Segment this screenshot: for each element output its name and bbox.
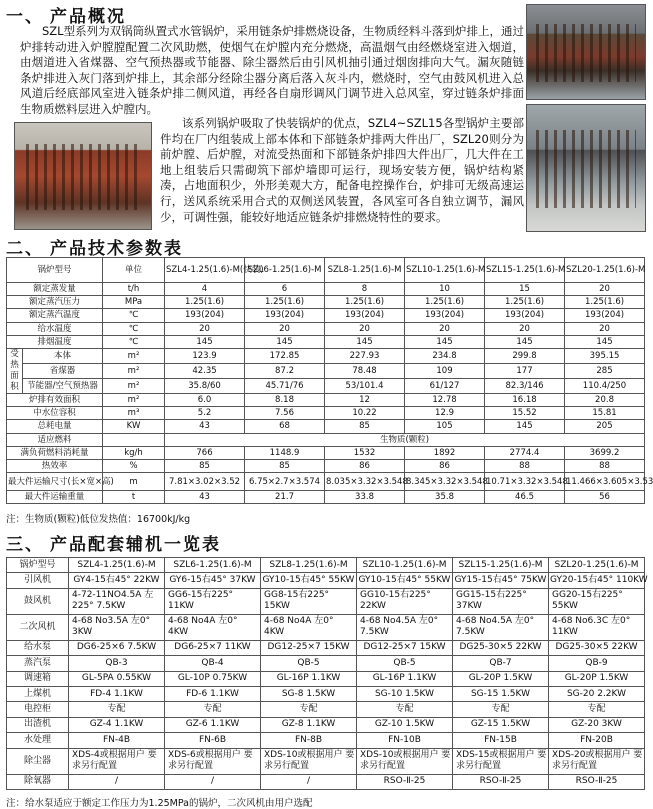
value-cell: 1892 — [405, 446, 485, 459]
value-cell: GY15-15右45° 75KW — [453, 573, 549, 588]
value-cell: QB-3 — [69, 656, 165, 671]
unit-cell: m³ — [103, 407, 165, 420]
value-cell: FN-4B — [69, 733, 165, 748]
value-cell: SG-20 2.2KW — [549, 686, 645, 701]
value-cell: GZ-4 1.1KW — [69, 717, 165, 732]
value-cell: 145 — [325, 335, 405, 348]
value-cell: / — [69, 774, 165, 789]
value-cell: QB-5 — [261, 656, 357, 671]
unit-cell: m² — [103, 348, 165, 363]
value-cell: 8.18 — [245, 393, 325, 406]
value-cell: 193(204) — [165, 309, 245, 322]
value-cell: 专配 — [549, 702, 645, 717]
auxiliary-note: 注：给水泵适应于额定工作压力为1.25MPa的锅炉，二次风机由用户选配 — [6, 798, 313, 809]
table-row — [7, 473, 645, 491]
value-cell: 4-68 No4A 左0° 4KW — [261, 614, 357, 640]
unit-cell: m — [103, 473, 165, 491]
value-cell: 109 — [405, 363, 485, 378]
table-row — [7, 717, 645, 732]
overview-paragraph-2: 该系列锅炉吸取了快装锅炉的优点，SZL4~SZL15各型锅炉主要部件均在厂内组装成上部本体和下部链条炉排两大件出厂，SZL20则分为前炉膛、后炉膛，对流受热面和下部链条炉排四大件出厂，几大件在工地上组装后只需砌筑下部炉墙即可运行，现场安装方便，锅炉结构紧凑，占地面积少，外形美观大方，配备电控操作台，炉排可无级高速运行，送风系统采用合式的双侧送风装置，各风室可各自独立调节，漏风少，可调性强，能较好地适应链条炉排燃烧特性的要求。 — [160, 116, 524, 224]
value-cell: 12 — [325, 393, 405, 406]
value-cell: 6.75×2.7×3.574 — [245, 473, 325, 491]
value-cell: 4-68 No3.5A 左0° 3KW — [69, 614, 165, 640]
header-cell: SZL4-1.25(1.6)-M — [69, 558, 165, 573]
unit-cell: % — [103, 459, 165, 472]
value-cell: 10.71×3.32×3.548 — [485, 473, 565, 491]
section2-title: 产品技术参数表 — [50, 239, 183, 259]
value-cell: GZ-15 1.5KW — [453, 717, 549, 732]
value-cell: GZ-20 3KW — [549, 717, 645, 732]
row-label: 除氧器 — [7, 774, 69, 789]
value-cell: 4-68 No4.5A 左0° 7.5KW — [453, 614, 549, 640]
table-row — [7, 433, 645, 446]
value-cell: GG20-15右225° 55KW — [549, 588, 645, 614]
value-cell: FN-20B — [549, 733, 645, 748]
value-cell: 56 — [565, 491, 645, 504]
value-cell: GG6-15右225° 11KW — [165, 588, 261, 614]
section3-heading — [6, 530, 221, 555]
value-cell: DG6-25×7 11KW — [165, 640, 261, 655]
value-cell: XDS-6或根据用户 要求另行配置 — [165, 748, 261, 774]
table-row — [7, 491, 645, 504]
header-cell: SZL6-1.25(1.6)-M — [245, 258, 325, 283]
table-row — [7, 393, 645, 406]
value-cell: DG25-30×5 22KW — [453, 640, 549, 655]
row-label: 热效率 — [7, 459, 103, 472]
value-cell: GY4-15右45° 22KW — [69, 573, 165, 588]
value-cell: 234.8 — [405, 348, 485, 363]
row-label: 给水温度 — [7, 322, 103, 335]
value-cell: 85 — [245, 459, 325, 472]
value-cell: / — [261, 774, 357, 789]
value-cell: 12.9 — [405, 407, 485, 420]
value-cell: 105 — [405, 420, 485, 433]
value-cell: 12.78 — [405, 393, 485, 406]
value-cell: 1.25(1.6) — [485, 296, 565, 309]
value-cell: 21.7 — [245, 491, 325, 504]
table-row — [7, 702, 645, 717]
value-cell: 1.25(1.6) — [245, 296, 325, 309]
value-cell: 395.15 — [565, 348, 645, 363]
value-cell: 专配 — [165, 702, 261, 717]
value-cell: 15 — [485, 283, 565, 296]
header-cell: SZL10-1.25(1.6)-M — [357, 558, 453, 573]
table-row — [7, 378, 645, 393]
table-row — [7, 363, 645, 378]
value-cell: 85 — [165, 459, 245, 472]
table-row — [7, 296, 645, 309]
value-cell: 35.8/60 — [165, 378, 245, 393]
value-cell: 4-68 No6.3C 左0° 11KW — [549, 614, 645, 640]
unit-cell: t/h — [103, 283, 165, 296]
value-cell: FN-15B — [453, 733, 549, 748]
table-row — [7, 459, 645, 472]
row-label: 额定蒸发量 — [7, 283, 103, 296]
table-row — [7, 614, 645, 640]
value-cell: 35.8 — [405, 491, 485, 504]
value-cell: XDS-4或根据用户 要求另行配置 — [69, 748, 165, 774]
unit-cell: ℃ — [103, 335, 165, 348]
row-label: 水处理 — [7, 733, 69, 748]
value-cell: 193(204) — [245, 309, 325, 322]
value-cell: XDS-20或根据用户 要求另行配置 — [549, 748, 645, 774]
value-cell: 6.0 — [165, 393, 245, 406]
row-label: 引风机 — [7, 573, 69, 588]
value-cell: 16.18 — [485, 393, 565, 406]
value-cell: QB-4 — [165, 656, 261, 671]
overview-paragraph-1: SZL型系列为双锅筒纵置式水管锅炉，采用链条炉排燃烧设备，生物质经料斗落到炉排上，通过炉排转动进入炉膛膛配置二次风助燃，使烟气在炉膛内充分燃烧，高温烟气由经燃烧室进入烟道，由烟道进入省煤器、空气预热器或节能器、除尘器然后由引风机抽引通过烟囱排向大气。漏灰随链条炉排进入灰门落到炉排上，其余部分经除尘器分离后落入灰斗内，燃烧时，空气由鼓风机进入总风道后经底部风室进入链条炉排二侧风道，再经各自扇形调风门调节进入总风室，穿过链条炉排面生物质燃料层进入炉膛内。 — [20, 24, 524, 116]
value-cell: 11.466×3.605×3.53 — [565, 473, 645, 491]
row-label: 中水位容积 — [7, 407, 103, 420]
row-label: 调速箱 — [7, 671, 69, 686]
value-cell: GL-20P 1.5KW — [453, 671, 549, 686]
value-cell: SG-10 1.5KW — [357, 686, 453, 701]
header-cell: 单位 — [103, 258, 165, 283]
unit-cell: t — [103, 491, 165, 504]
value-cell: 61/127 — [405, 378, 485, 393]
value-cell: 4-68 No4.5A 左0° 7.5KW — [357, 614, 453, 640]
value-cell: DG12-25×7 15KW — [261, 640, 357, 655]
value-cell: 1.25(1.6) — [565, 296, 645, 309]
table-row — [7, 588, 645, 614]
value-cell: DG6-25×6 7.5KW — [69, 640, 165, 655]
row-label: 蒸汽泵 — [7, 656, 69, 671]
value-cell: GL-10P 0.75KW — [165, 671, 261, 686]
section2-number: 二、 — [6, 239, 44, 259]
unit-cell: MPa — [103, 296, 165, 309]
section3-title: 产品配套辅机一览表 — [50, 535, 221, 555]
value-cell: 8 — [325, 283, 405, 296]
value-cell: 172.85 — [245, 348, 325, 363]
auxiliary-equipment-table — [6, 557, 648, 790]
value-cell: 78.48 — [325, 363, 405, 378]
row-label: 最大件运输尺寸(长×宽×高) — [7, 473, 103, 491]
boiler-photo-icon — [14, 122, 152, 230]
value-cell: FN-8B — [261, 733, 357, 748]
value-cell: 42.35 — [165, 363, 245, 378]
header-cell: SZL10-1.25(1.6)-M — [405, 258, 485, 283]
value-cell: 82.3/146 — [485, 378, 565, 393]
unit-cell: KW — [103, 420, 165, 433]
value-cell: 193(204) — [405, 309, 485, 322]
table-row — [7, 640, 645, 655]
value-cell: QB-9 — [549, 656, 645, 671]
row-label: 排烟温度 — [7, 335, 103, 348]
header-cell: SZL4-1.25(1.6)-M(快装) — [165, 258, 245, 283]
row-label: 二次风机 — [7, 614, 69, 640]
value-cell: GZ-8 1.1KW — [261, 717, 357, 732]
value-cell: 1148.9 — [245, 446, 325, 459]
unit-cell: ℃ — [103, 309, 165, 322]
row-label: 最大件运输重量 — [7, 491, 103, 504]
value-cell: 145 — [485, 335, 565, 348]
value-cell: FN-6B — [165, 733, 261, 748]
group-label: 受热面积 — [7, 348, 23, 393]
value-cell: 20 — [485, 322, 565, 335]
value-cell: 8.345×3.32×3.548 — [405, 473, 485, 491]
value-cell: 43 — [165, 420, 245, 433]
row-label: 省煤器 — [23, 363, 103, 378]
value-cell: 6 — [245, 283, 325, 296]
value-cell: 5.2 — [165, 407, 245, 420]
value-cell: 8.035×3.32×3.548 — [325, 473, 405, 491]
value-cell: 20 — [245, 322, 325, 335]
value-cell: / — [165, 774, 261, 789]
table-row — [7, 322, 645, 335]
value-cell: 7.56 — [245, 407, 325, 420]
header-cell: SZL15-1.25(1.6)-M — [453, 558, 549, 573]
table-row — [7, 748, 645, 774]
table-row — [7, 283, 645, 296]
value-cell: 10 — [405, 283, 485, 296]
header-cell: SZL6-1.25(1.6)-M — [165, 558, 261, 573]
value-cell: 4 — [165, 283, 245, 296]
value-cell: 285 — [565, 363, 645, 378]
value-cell: 766 — [165, 446, 245, 459]
header-cell: 锅炉型号 — [7, 558, 69, 573]
table-row — [7, 348, 645, 363]
value-cell: GG15-15右225° 37KW — [453, 588, 549, 614]
value-cell: 43 — [165, 491, 245, 504]
row-label: 除尘器 — [7, 748, 69, 774]
table-row — [7, 656, 645, 671]
value-cell: 15.52 — [485, 407, 565, 420]
value-cell: 20 — [405, 322, 485, 335]
value-cell: GL-5PA 0.55KW — [69, 671, 165, 686]
value-cell: RSO-Ⅱ-25 — [549, 774, 645, 789]
value-cell: 227.93 — [325, 348, 405, 363]
table-row — [7, 335, 645, 348]
value-cell: 3699.2 — [565, 446, 645, 459]
value-cell: 86 — [325, 459, 405, 472]
value-cell: 20 — [565, 322, 645, 335]
row-label: 适应燃料 — [7, 433, 103, 446]
header-cell: SZL8-1.25(1.6)-M — [261, 558, 357, 573]
value-cell: XDS-10或根据用户 要求另行配置 — [357, 748, 453, 774]
value-cell: SG-8 1.5KW — [261, 686, 357, 701]
value-cell: RSO-Ⅱ-25 — [357, 774, 453, 789]
value-cell: 33.8 — [325, 491, 405, 504]
value-cell: DG25-30×5 22KW — [549, 640, 645, 655]
value-cell: 45.71/76 — [245, 378, 325, 393]
value-cell: 20 — [565, 283, 645, 296]
value-cell: GY10-15右45° 55KW — [261, 573, 357, 588]
value-cell: 193(204) — [325, 309, 405, 322]
value-cell: GG10-15右225° 22KW — [357, 588, 453, 614]
row-label: 电控柜 — [7, 702, 69, 717]
section3-number: 三、 — [6, 535, 44, 555]
value-cell: 1532 — [325, 446, 405, 459]
table-row — [7, 671, 645, 686]
row-label: 节能器/空气预热器 — [23, 378, 103, 393]
unit-cell: ℃ — [103, 322, 165, 335]
row-label: 炉排有效面积 — [7, 393, 103, 406]
value-cell: 88 — [565, 459, 645, 472]
boiler-photo-icon — [526, 4, 646, 100]
value-cell: 88 — [485, 459, 565, 472]
value-cell: 205 — [565, 420, 645, 433]
value-cell: GL-16P 1.1KW — [357, 671, 453, 686]
value-cell: 145 — [565, 335, 645, 348]
row-label: 本体 — [23, 348, 103, 363]
table-row — [7, 446, 645, 459]
section2-heading — [6, 234, 183, 259]
value-cell: 193(204) — [565, 309, 645, 322]
value-cell: GZ-6 1.1KW — [165, 717, 261, 732]
row-label: 鼓风机 — [7, 588, 69, 614]
row-label: 出渣机 — [7, 717, 69, 732]
boiler-photo-icon — [526, 104, 646, 232]
header-cell: 锅炉型号 — [7, 258, 103, 283]
value-cell: 68 — [245, 420, 325, 433]
value-cell: 145 — [245, 335, 325, 348]
table-row — [7, 573, 645, 588]
value-cell: 专配 — [69, 702, 165, 717]
value-cell: 53/101.4 — [325, 378, 405, 393]
value-cell: 145 — [405, 335, 485, 348]
unit-cell: m² — [103, 393, 165, 406]
value-cell: XDS-15或根据用户 要求另行配置 — [453, 748, 549, 774]
value-cell: 20 — [165, 322, 245, 335]
header-cell: SZL20-1.25(1.6)-M — [565, 258, 645, 283]
value-cell: 生物质(颗粒) — [165, 433, 645, 446]
table-row — [7, 420, 645, 433]
value-cell: QB-5 — [357, 656, 453, 671]
table-row — [7, 733, 645, 748]
tech-params-table — [6, 257, 653, 504]
value-cell: 85 — [325, 420, 405, 433]
value-cell: 46.5 — [485, 491, 565, 504]
value-cell: 193(204) — [485, 309, 565, 322]
value-cell: RSO-Ⅱ-25 — [453, 774, 549, 789]
value-cell: 145 — [165, 335, 245, 348]
value-cell: 87.2 — [245, 363, 325, 378]
table-row — [7, 407, 645, 420]
value-cell: 20.8 — [565, 393, 645, 406]
value-cell: 4-68 No4A 左0° 4KW — [165, 614, 261, 640]
row-label: 给水泵 — [7, 640, 69, 655]
table-row — [7, 309, 645, 322]
value-cell: XDS-10或根据用户 要求另行配置 — [261, 748, 357, 774]
row-label: 上煤机 — [7, 686, 69, 701]
value-cell: 177 — [485, 363, 565, 378]
value-cell: GY10-15右45° 55KW — [357, 573, 453, 588]
value-cell: FD-6 1.1KW — [165, 686, 261, 701]
table-row — [7, 686, 645, 701]
value-cell: 299.8 — [485, 348, 565, 363]
value-cell: 7.81×3.02×3.52 — [165, 473, 245, 491]
value-cell: FD-4 1.1KW — [69, 686, 165, 701]
value-cell: GG8-15右225° 15KW — [261, 588, 357, 614]
value-cell: 145 — [485, 420, 565, 433]
value-cell: 4-72-11NO4.5A 左225° 7.5KW — [69, 588, 165, 614]
value-cell: 专配 — [453, 702, 549, 717]
header-cell: SZL8-1.25(1.6)-M — [325, 258, 405, 283]
unit-cell: m² — [103, 363, 165, 378]
value-cell: 110.4/250 — [565, 378, 645, 393]
value-cell: GY6-15右45° 37KW — [165, 573, 261, 588]
value-cell: 15.81 — [565, 407, 645, 420]
value-cell: 20 — [325, 322, 405, 335]
value-cell: DG12-25×7 15KW — [357, 640, 453, 655]
section1-number: 一、 — [6, 7, 44, 27]
table-row — [7, 774, 645, 789]
row-label: 额定蒸汽压力 — [7, 296, 103, 309]
value-cell: 10.22 — [325, 407, 405, 420]
unit-cell: m² — [103, 378, 165, 393]
header-cell: SZL15-1.25(1.6)-M — [485, 258, 565, 283]
section1-title: 产品概况 — [50, 7, 126, 27]
table-header-row — [7, 258, 645, 283]
row-label: 额定蒸汽温度 — [7, 309, 103, 322]
value-cell: GL-16P 1.1KW — [261, 671, 357, 686]
value-cell: 1.25(1.6) — [405, 296, 485, 309]
value-cell: GZ-10 1.5KW — [357, 717, 453, 732]
value-cell: 123.9 — [165, 348, 245, 363]
row-label: 总耗电量 — [7, 420, 103, 433]
header-cell: SZL20-1.25(1.6)-M — [549, 558, 645, 573]
unit-cell: kg/h — [103, 446, 165, 459]
value-cell: 专配 — [357, 702, 453, 717]
value-cell: 1.25(1.6) — [165, 296, 245, 309]
value-cell: GY20-15右45° 110KW — [549, 573, 645, 588]
value-cell: 1.25(1.6) — [325, 296, 405, 309]
value-cell: QB-7 — [453, 656, 549, 671]
unit-cell — [103, 433, 165, 446]
value-cell: 专配 — [261, 702, 357, 717]
table-header-row — [7, 558, 645, 573]
value-cell: FN-10B — [357, 733, 453, 748]
value-cell: 2774.4 — [485, 446, 565, 459]
value-cell: 86 — [405, 459, 485, 472]
tech-params-note: 注：生物质(颗粒)低位发热值：16700kJ/kg — [6, 514, 191, 525]
value-cell: SG-15 1.5KW — [453, 686, 549, 701]
row-label: 满负荷燃料消耗量 — [7, 446, 103, 459]
value-cell: GL-20P 1.5KW — [549, 671, 645, 686]
